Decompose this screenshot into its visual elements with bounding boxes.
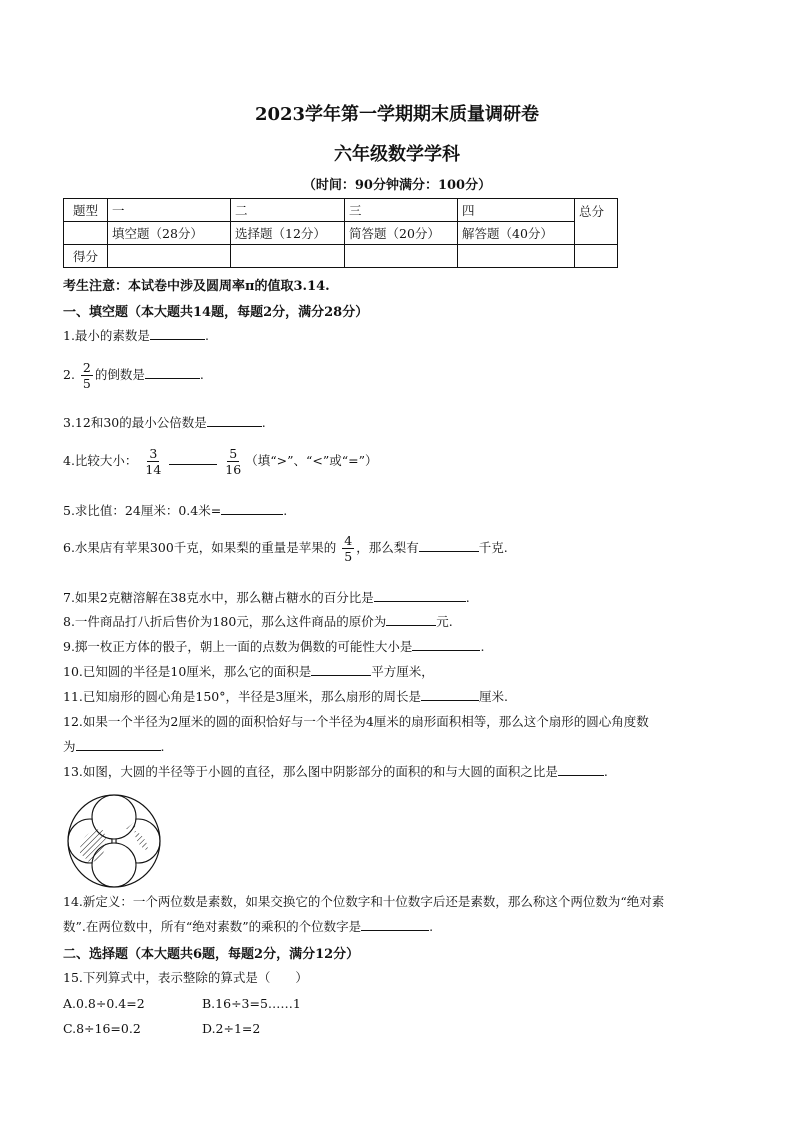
score-table-type-label: 题型 [64, 199, 108, 222]
score-cell-2 [231, 245, 345, 268]
score-table [63, 198, 618, 268]
question-period: . [160, 739, 165, 754]
option-b[interactable]: B.16÷3=5……1 [202, 996, 301, 1011]
question-10-text: 10.已知圆的半径是10厘米，那么它的面积是 [63, 664, 312, 679]
question-period: . [465, 590, 470, 605]
section2-heading: 二、选择题（本大题共6题，每题2分，满分12分） [63, 947, 360, 962]
score-table-section-1-name: 填空题（28分） [108, 222, 231, 245]
score-table-empty-cell [64, 222, 108, 245]
question-14-line-1: 14.新定义：一个两位数是素数，如果交换它的个位数字和十位数字后还是素数，那么称这个两位数为“绝对素 [63, 894, 665, 909]
answer-blank-5[interactable] [221, 502, 283, 515]
circles-figure [66, 793, 162, 889]
answer-blank-12[interactable] [76, 738, 161, 751]
question-12-line-2 [63, 738, 649, 756]
score-cell-total [575, 245, 618, 268]
question-period: . [261, 415, 266, 430]
score-table-total-label: 总分 [575, 199, 618, 245]
option-c[interactable]: C.8÷16=0.2 [63, 1021, 141, 1036]
question-5-text: 5.求比值：24厘米：0.4米= [63, 503, 222, 518]
question-period: . [603, 764, 608, 779]
fraction-denominator: 5 [344, 549, 353, 564]
fraction-2-5 [81, 360, 93, 391]
fraction-denominator: 16 [225, 462, 242, 477]
score-cell-4 [458, 245, 575, 268]
option-a[interactable]: A.0.8÷0.4=2 [63, 996, 145, 1011]
question-6 [63, 533, 508, 564]
question-8 [63, 613, 453, 631]
answer-blank-9[interactable] [412, 638, 480, 651]
answer-blank-11[interactable] [421, 688, 479, 701]
question-7 [63, 589, 470, 607]
question-10-suffix: 平方厘米， [371, 664, 434, 679]
question-2-prefix: 2. [63, 367, 75, 382]
score-cell-1 [108, 245, 231, 268]
question-8-text: 8.一件商品打八折后售价为180元，那么这件商品的原价为 [63, 614, 387, 629]
question-11-suffix: 厘米. [478, 689, 508, 704]
question-11-text: 11.已知扇形的圆心角是150°，半径是3厘米，那么扇形的周长是 [63, 689, 421, 704]
answer-blank-14[interactable] [361, 918, 429, 931]
answer-blank-6[interactable] [419, 539, 479, 552]
question-1-text: 1.最小的素数是 [63, 328, 150, 343]
question-period: . [283, 503, 288, 518]
answer-blank-4[interactable] [169, 452, 217, 465]
answer-blank-7[interactable] [374, 589, 466, 602]
question-9-text: 9.掷一枚正方体的骰子，朝上一面的点数为偶数的可能性大小是 [63, 639, 413, 654]
exam-subtitle: 六年级数学学科 [334, 144, 460, 165]
answer-blank-3[interactable] [207, 414, 262, 427]
answer-blank-10[interactable] [311, 663, 371, 676]
question-period: . [480, 639, 485, 654]
question-14-line-2-text: 数”.在两位数中，所有“绝对素数”的乘积的个位数字是 [63, 919, 362, 934]
question-14 [63, 893, 664, 936]
fraction-3-14 [143, 446, 163, 477]
answer-blank-8[interactable] [386, 613, 436, 626]
question-7-text: 7.如果2克糖溶解在38克水中，那么糖占糖水的百分比是 [63, 590, 374, 605]
exam-title: 2023学年第一学期期末质量调研卷 [254, 104, 540, 125]
question-12-line-2-text: 为 [63, 739, 76, 754]
question-1 [63, 327, 209, 345]
fraction-numerator: 5 [229, 446, 238, 461]
question-11 [63, 688, 508, 706]
question-6-suffix: 千克. [478, 540, 508, 555]
question-6-mid: ，那么梨有 [356, 540, 419, 555]
score-cell-3 [345, 245, 458, 268]
question-3 [63, 414, 266, 432]
score-table-section-3-num: 三 [345, 199, 458, 222]
answer-blank-2[interactable] [145, 366, 200, 379]
answer-blank-1[interactable] [150, 327, 205, 340]
question-12 [63, 713, 649, 756]
question-5 [63, 502, 287, 520]
exam-notice: 考生注意：本试卷中涉及圆周率π的值取3.14. [63, 279, 330, 294]
score-table-score-label: 得分 [64, 245, 108, 268]
question-3-text: 3.12和30的最小公倍数是 [63, 415, 207, 430]
question-period: . [199, 367, 204, 382]
question-10 [63, 663, 434, 681]
question-4-suffix: （填“>”、“<”或“=”） [245, 453, 378, 468]
score-table-section-1-num: 一 [108, 199, 231, 222]
question-4-prefix: 4.比较大小： [63, 453, 138, 468]
score-table-section-4-num: 四 [458, 199, 575, 222]
fraction-numerator: 3 [149, 446, 158, 461]
fraction-numerator: 2 [82, 360, 91, 375]
section1-heading: 一、填空题（本大题共14题，每题2分，满分28分） [63, 305, 369, 320]
fraction-denominator: 5 [82, 376, 91, 391]
question-8-suffix: 元. [436, 614, 453, 629]
score-table-section-4-name: 解答题（40分） [458, 222, 575, 245]
score-table-section-2-name: 选择题（12分） [231, 222, 345, 245]
question-4 [63, 446, 377, 477]
question-15: 15.下列算式中，表示整除的算式是（ ） [63, 970, 308, 985]
question-14-line-2 [63, 918, 664, 936]
score-table-section-3-name: 简答题（20分） [345, 222, 458, 245]
question-period: . [204, 328, 209, 343]
question-2-text: 的倒数是 [94, 367, 145, 382]
question-2 [63, 360, 204, 391]
answer-blank-13[interactable] [558, 763, 604, 776]
fraction-denominator: 14 [145, 462, 162, 477]
question-13 [63, 763, 608, 781]
time-note: （时间：90分钟满分：100分） [302, 178, 492, 193]
option-d[interactable]: D.2÷1=2 [202, 1021, 261, 1036]
question-12-line-1: 12.如果一个半径为2厘米的圆的面积恰好与一个半径为4厘米的扇形面积相等，那么这个扇形的圆心角度数 [63, 714, 649, 729]
question-13-text: 13.如图，大圆的半径等于小圆的直径，那么图中阴影部分的面积的和与大圆的面积之比是 [63, 764, 558, 779]
question-period: . [429, 919, 434, 934]
question-6-prefix: 6.水果店有苹果300千克，如果梨的重量是苹果的 [63, 540, 337, 555]
fraction-numerator: 4 [344, 533, 353, 548]
question-9 [63, 638, 484, 656]
fraction-5-16 [223, 446, 243, 477]
score-table-section-2-num: 二 [231, 199, 345, 222]
fraction-4-5 [342, 533, 354, 564]
